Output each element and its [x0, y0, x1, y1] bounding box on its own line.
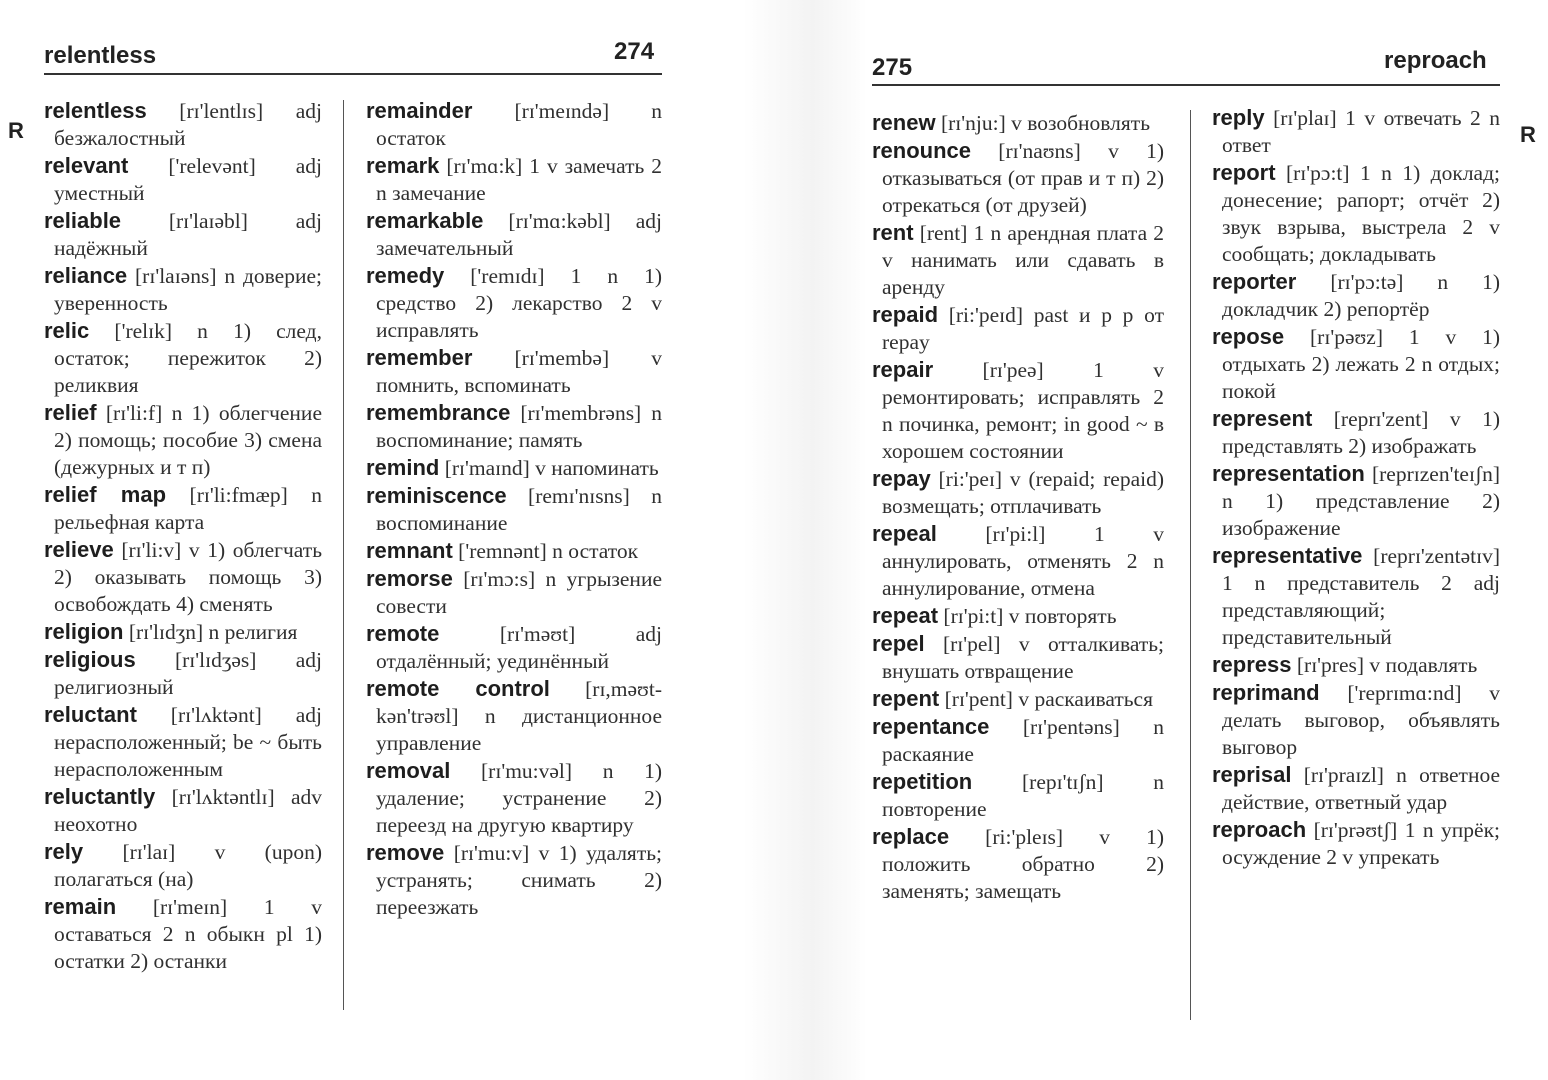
entry-definition: ['remɪdɪ] 1 n 1) средство 2) лекарство 2 v исправлять — [376, 264, 662, 342]
entry-headword: repay — [872, 466, 931, 491]
entry-headword: rely — [44, 839, 84, 864]
dictionary-entry — [366, 344, 662, 399]
guide-word: reproach — [1384, 47, 1487, 74]
dictionary-entry — [872, 520, 1164, 602]
entry-headword: reluctantly — [44, 784, 156, 809]
entry-headword: repel — [872, 631, 925, 656]
entry-headword: reply — [1212, 105, 1265, 130]
entry-headword: repetition — [872, 769, 973, 794]
dictionary-entry — [44, 97, 322, 152]
entry-definition: [rɪ'məʊt] adj отдалённый; уединённый — [376, 622, 662, 673]
entry-headword: remorse — [366, 566, 453, 591]
entry-definition: [rɪ'mɑ:kəbl] adj замечательный — [376, 209, 662, 260]
entry-definition: [rɪ'li:v] v 1) облегчать 2) оказывать помощь 3) освобождать 4) сменять — [54, 538, 322, 616]
entry-headword: religious — [44, 647, 136, 672]
entry-definition: [rɪ'lentlɪs] adj безжалостный — [54, 99, 322, 150]
dictionary-entry — [872, 219, 1164, 301]
header-rule — [44, 73, 662, 75]
entry-column-1 — [872, 109, 1164, 905]
entry-definition: [rɪ'pi:l] 1 v аннулировать, отменять 2 n аннулирование, отмена — [882, 522, 1164, 600]
entry-definition: [rent] 1 n арендная плата 2 v нанимать или сдавать в аренду — [882, 221, 1164, 299]
dictionary-entry — [1212, 679, 1500, 761]
entry-headword: remove — [366, 840, 445, 865]
entry-definition: [rɪ'mɔ:s] n угрызение совести — [376, 567, 662, 618]
entry-headword: reprisal — [1212, 762, 1292, 787]
entry-definition: [rɪ'pi:t] v повторять — [938, 604, 1117, 628]
entry-definition: ['remnənt] n остаток — [452, 539, 639, 563]
dictionary-entry — [366, 757, 662, 839]
entry-definition: [rɪ'prəʊtʃ] 1 n упрёк; осуждение 2 v упрекать — [1222, 818, 1500, 869]
page-number: 274 — [614, 38, 655, 65]
entry-definition: [rɪ'li:fmæp] n рельефная карта — [54, 483, 322, 534]
entry-definition: [rɪ'plaɪ] 1 v отвечать 2 n ответ — [1222, 106, 1500, 157]
dictionary-entry — [1212, 816, 1500, 871]
entry-headword: represent — [1212, 406, 1313, 431]
entry-headword: relief — [44, 400, 97, 425]
entry-definition: [rɪ'pentəns] n раскаяние — [882, 715, 1164, 766]
dictionary-entry — [872, 137, 1164, 219]
entry-definition: [reprɪ'zent] v 1) представлять 2) изображать — [1222, 407, 1500, 458]
entry-definition: [rɪ'pres] v подавлять — [1291, 653, 1478, 677]
dictionary-entry — [44, 783, 322, 838]
dictionary-entry — [366, 482, 662, 537]
dictionary-entry — [44, 481, 322, 536]
dictionary-entry — [1212, 323, 1500, 405]
entry-definition: [rɪ'pent] v раскаиваться — [939, 687, 1153, 711]
entry-definition: [rɪ'pel] v отталкивать; внушать отвращение — [882, 632, 1164, 683]
entry-headword: report — [1212, 160, 1276, 185]
entry-headword: relieve — [44, 537, 114, 562]
dictionary-entry — [872, 630, 1164, 685]
entry-definition: ['relevənt] adj уместный — [54, 154, 322, 205]
entry-headword: repose — [1212, 324, 1285, 349]
entry-definition: [rɪ'lʌktənt] adj нерасположенный; be ~ быть нерасположенным — [54, 703, 322, 781]
entry-headword: remembrance — [366, 400, 511, 425]
entry-headword: remainder — [366, 98, 473, 123]
entry-headword: reluctant — [44, 702, 137, 727]
entry-definition: [rɪ'pɔ:t] 1 n 1) доклад; донесение; рапорт; отчёт 2) звук взрыва, выстрела 2 v сообщать; докладывать — [1222, 161, 1500, 266]
entry-headword: renew — [872, 110, 936, 135]
right-page — [800, 0, 1548, 1080]
entry-definition: [rɪ'praɪzl] n ответное действие, ответный удар — [1222, 763, 1500, 814]
entry-definition: [rɪ'lɪdʒəs] adj религиозный — [54, 648, 322, 699]
entry-headword: reprimand — [1212, 680, 1320, 705]
entry-column-2 — [1212, 104, 1500, 871]
entry-definition: [ri:'peɪ] v (repaid; repaid) возмещать; отплачивать — [882, 467, 1164, 518]
left-page — [0, 0, 720, 1080]
dictionary-entry — [366, 620, 662, 675]
dictionary-entry — [44, 317, 322, 399]
dictionary-entry — [44, 152, 322, 207]
entry-definition: [rɪ'lɪdʒn] n религия — [123, 620, 298, 644]
entry-headword: representation — [1212, 461, 1365, 486]
entry-headword: repress — [1212, 652, 1292, 677]
entry-definition: [rɪ'pɔ:tə] n 1) докладчик 2) репортёр — [1222, 270, 1500, 321]
entry-definition: [rɪ'laɪəns] n доверие; уверенность — [54, 264, 322, 315]
dictionary-entry — [872, 713, 1164, 768]
dictionary-entry — [44, 536, 322, 618]
entry-definition: [rɪ'laɪ] v (upon) полагаться (на) — [54, 840, 322, 891]
entry-headword: replace — [872, 824, 950, 849]
entry-headword: relentless — [44, 98, 147, 123]
dictionary-entry — [1212, 268, 1500, 323]
entry-column-1 — [44, 97, 322, 975]
entry-headword: religion — [44, 619, 124, 644]
dictionary-entry — [872, 301, 1164, 356]
entry-headword: remain — [44, 894, 117, 919]
entry-definition: [rɪ'mu:v] v 1) удалять; устранять; снимать 2) переезжать — [376, 841, 662, 919]
entry-definition: [rɪ'mɑ:k] 1 v замечать 2 n замечание — [376, 154, 662, 205]
dictionary-entry — [44, 262, 322, 317]
entry-definition: [rɪ'membə] v помнить, вспоминать — [376, 346, 662, 397]
dictionary-entry — [1212, 104, 1500, 159]
dictionary-entry — [872, 356, 1164, 465]
entry-definition: [rɪ'mu:vəl] n 1) удаление; устранение 2) переезд на другую квартиру — [376, 759, 662, 837]
letter-tab: R — [1520, 122, 1536, 147]
dictionary-entry — [44, 618, 322, 646]
entry-definition: [rɪ'pəʊz] 1 v 1) отдыхать 2) лежать 2 n отдых; покой — [1222, 325, 1500, 403]
dictionary-entry — [872, 465, 1164, 520]
entry-headword: relic — [44, 318, 90, 343]
entry-definition: ['relɪk] n 1) след, остаток; пережиток 2) реликвия — [54, 319, 322, 397]
entry-headword: relief map — [44, 482, 167, 507]
column-divider — [343, 100, 344, 1010]
entry-headword: rent — [872, 220, 914, 245]
entry-definition: [rɪ'naʊns] v 1) отказываться (от прав и т п) 2) отрекаться (от друзей) — [882, 139, 1164, 217]
entry-definition: [rɪ'meɪn] 1 v оставаться 2 n обыкн pl 1) остатки 2) останки — [54, 895, 322, 973]
entry-definition: [rɪ'nju:] v возобновлять — [935, 111, 1150, 135]
dictionary-entry — [1212, 159, 1500, 268]
dictionary-entry — [366, 565, 662, 620]
entry-headword: repeal — [872, 521, 937, 546]
entry-headword: remote control — [366, 676, 550, 701]
entry-definition: ['reprɪmɑ:nd] v делать выговор, объявлять выговор — [1222, 681, 1500, 759]
entry-headword: renounce — [872, 138, 972, 163]
dictionary-entry — [44, 838, 322, 893]
dictionary-entry — [366, 207, 662, 262]
entry-definition: [repɪ'tɪʃn] n повторение — [882, 770, 1164, 821]
dictionary-entry — [1212, 651, 1500, 679]
guide-word: relentless — [44, 42, 157, 69]
dictionary-entry — [1212, 761, 1500, 816]
entry-headword: remarkable — [366, 208, 484, 233]
dictionary-entry — [1212, 460, 1500, 542]
entry-definition: [rɪ'lʌktəntlɪ] adv неохотно — [54, 785, 322, 836]
entry-definition: [rɪ,məʊt-kən'trəʊl] n дистанционное управление — [376, 677, 662, 755]
entry-headword: reminiscence — [366, 483, 507, 508]
entry-definition: [rɪ'li:f] n 1) облегчение 2) помощь; пособие 3) смена (дежурных и т п) — [54, 401, 322, 479]
entry-definition: [rɪ'membrəns] n воспоминание; память — [376, 401, 662, 452]
dictionary-entry — [44, 399, 322, 481]
dictionary-entry — [44, 893, 322, 975]
dictionary-entry — [1212, 542, 1500, 651]
entry-headword: repaid — [872, 302, 939, 327]
dictionary-entry — [872, 823, 1164, 905]
entry-definition: [rɪ'maɪnd] v напоминать — [439, 456, 659, 480]
entry-headword: remnant — [366, 538, 453, 563]
dictionary-entry — [366, 537, 662, 565]
dictionary-entry — [872, 109, 1164, 137]
page-number: 275 — [872, 54, 913, 81]
dictionary-entry — [1212, 405, 1500, 460]
entry-definition: [ri:'pleɪs] v 1) положить обратно 2) заменять; замещать — [882, 825, 1164, 903]
entry-headword: remind — [366, 455, 440, 480]
dictionary-entry — [44, 207, 322, 262]
entry-headword: repeat — [872, 603, 939, 628]
letter-tab: R — [8, 118, 24, 143]
dictionary-entry — [366, 399, 662, 454]
entry-headword: reliance — [44, 263, 128, 288]
entry-headword: remote — [366, 621, 440, 646]
dictionary-entry — [872, 768, 1164, 823]
entry-headword: remark — [366, 153, 440, 178]
entry-headword: repair — [872, 357, 934, 382]
dictionary-entry — [366, 675, 662, 757]
dictionary-entry — [366, 97, 662, 152]
entry-headword: repent — [872, 686, 940, 711]
dictionary-entry — [872, 685, 1164, 713]
dictionary-entry — [366, 839, 662, 921]
entry-definition: [rɪ'laɪəbl] adj надёжный — [54, 209, 322, 260]
entry-definition: [reprɪzen'teɪʃn] n 1) представление 2) изображение — [1222, 462, 1500, 540]
entry-headword: reporter — [1212, 269, 1297, 294]
dictionary-entry — [366, 262, 662, 344]
entry-headword: remedy — [366, 263, 445, 288]
entry-headword: repentance — [872, 714, 990, 739]
entry-definition: [ri:'peɪd] past и p p от repay — [882, 303, 1164, 354]
dictionary-entry — [366, 152, 662, 207]
entry-definition: [reprɪ'zentətɪv] 1 n представитель 2 adj представляющий; представительный — [1222, 544, 1500, 649]
entry-headword: relevant — [44, 153, 129, 178]
entry-definition: [remɪ'nɪsns] n воспоминание — [376, 484, 662, 535]
entry-headword: removal — [366, 758, 451, 783]
dictionary-entry — [366, 454, 662, 482]
entry-definition: [rɪ'meɪndə] n остаток — [376, 99, 662, 150]
entry-headword: reproach — [1212, 817, 1307, 842]
dictionary-entry — [872, 602, 1164, 630]
dictionary-entry — [44, 646, 322, 701]
dictionary-entry — [44, 701, 322, 783]
entry-definition: [rɪ'peə] 1 v ремонтировать; исправлять 2 n починка, ремонт; in good ~ в хорошем состоянии — [882, 358, 1164, 463]
entry-column-2 — [366, 97, 662, 921]
header-rule — [872, 84, 1500, 86]
entry-headword: reliable — [44, 208, 122, 233]
entry-headword: representative — [1212, 543, 1363, 568]
entry-headword: remember — [366, 345, 473, 370]
column-divider — [1190, 110, 1191, 1020]
